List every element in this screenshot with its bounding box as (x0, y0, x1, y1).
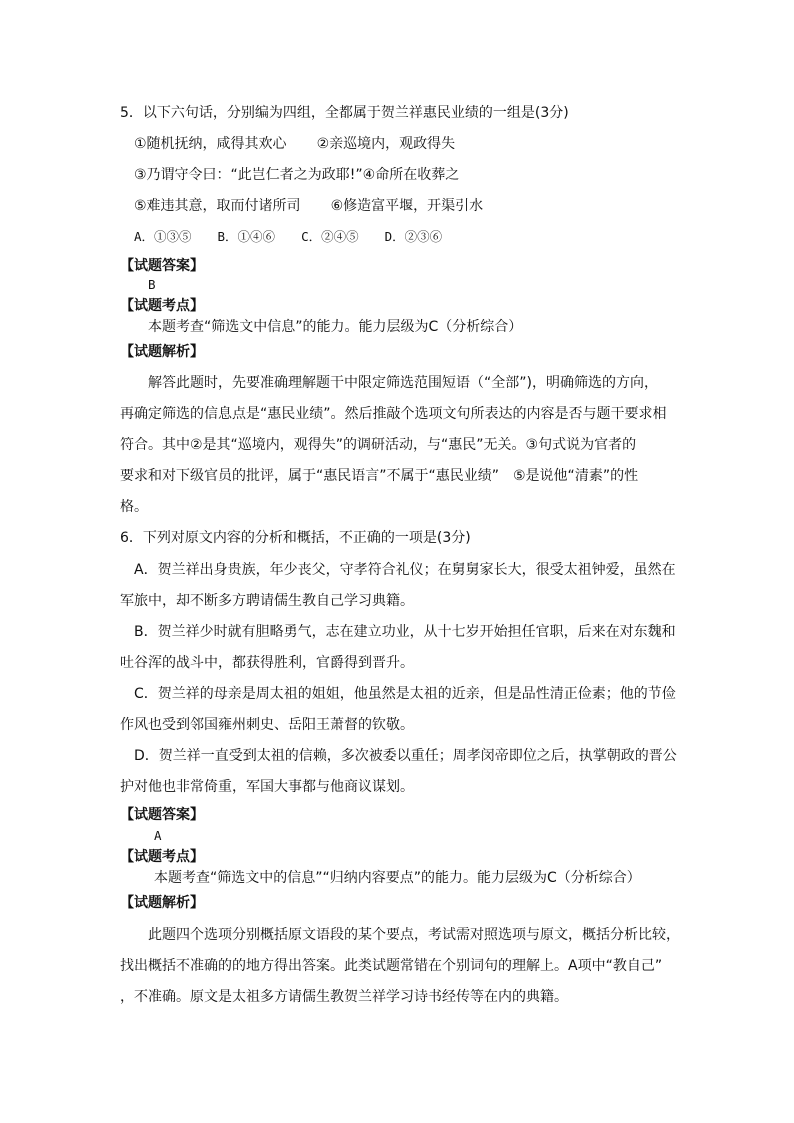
q6-option-b-line: B．贺兰祥少时就有胆略勇气，志在建立功业，从十七岁开始担任官职，后来在对东魏和 (134, 624, 676, 640)
q5-statement-1: ①随机抚纳，咸得其欢心 (134, 136, 287, 152)
q5-analysis-line: 要求和对下级官员的批评，属于“惠民语言”不属于“惠民业绩” ⑤是说他“清素”的性 (120, 468, 639, 484)
q6-analysis-line: ，不准确。原文是太祖多方请儒生教贺兰祥学习诗书经传等在内的典籍。 (120, 989, 568, 1005)
q5-statement-5: ⑤难违其意，取而付诸所司 (134, 198, 301, 214)
q5-option-d: D．②③⑥ (384, 229, 443, 244)
q6-option-c-line: 作风也受到邻国雍州刺史、岳阳王萧督的钦敬。 (120, 717, 414, 733)
q6-point-heading: 【试题考点】 (120, 849, 204, 865)
q6-point: 本题考查“筛选文中的信息”“归纳内容要点”的能力。能力层级为C（分析综合） (154, 870, 641, 886)
q6-answer-heading: 【试题答案】 (120, 807, 204, 823)
q5-stem: 5．以下六句话，分别编为四组，全都属于贺兰祥惠民业绩的一组是(3分) (120, 105, 569, 121)
q5-options (134, 231, 442, 244)
q6-option-d-line: 护对他也非常倚重，军国大事都与他商议谋划。 (120, 779, 414, 795)
q6-option-a-line: A．贺兰祥出身贵族，年少丧父，守孝符合礼仪；在舅舅家长大，很受太祖钟爱，虽然在 (134, 562, 676, 578)
q5-analysis-heading: 【试题解析】 (120, 344, 204, 360)
q5-analysis-line: 符合。其中②是其“巡境内，观得失”的调研活动，与“惠民”无关。③句式说为官者的 (120, 437, 637, 453)
q5-answer: B (148, 277, 156, 292)
q5-choice-row-3 (134, 199, 483, 213)
q6-answer: A (154, 828, 162, 843)
q6-option-d-line: D．贺兰祥一直受到太祖的信赖，多次被委以重任；周孝闵帝即位之后，执掌朝政的晋公 (134, 748, 677, 764)
q5-point-heading: 【试题考点】 (120, 298, 204, 314)
q6-stem: 6．下列对原文内容的分析和概括，不正确的一项是(3分) (120, 530, 471, 546)
q6-analysis-heading: 【试题解析】 (120, 895, 204, 911)
q5-statement-2: ②亲巡境内，观政得失 (316, 136, 456, 152)
q6-analysis-line: 找出概括不准确的的地方得出答案。此类试题常错在个别词句的理解上。A项中“教自己” (120, 958, 663, 974)
q6-option-b-line: 吐谷浑的战斗中，都获得胜利，官爵得到晋升。 (120, 655, 414, 671)
q5-option-a: A．①③⑤ (134, 229, 192, 244)
q5-choice-row-1 (134, 137, 455, 151)
q5-option-b: B．①④⑥ (217, 229, 276, 244)
q5-point: 本题考查“筛选文中信息”的能力。能力层级为C（分析综合） (148, 319, 523, 335)
q5-analysis-line: 解答此题时，先要准确理解题干中限定筛选范围短语（“全部”)，明确筛选的方向， (148, 375, 658, 391)
q5-answer-heading: 【试题答案】 (120, 258, 204, 274)
q6-analysis-line: 此题四个选项分别概括原文语段的某个要点，考试需对照选项与原文，概括分析比较， (148, 927, 680, 943)
q6-option-c-line: C．贺兰祥的母亲是周太祖的姐姐，他虽然是太祖的近亲，但是品性清正俭素；他的节俭 (134, 686, 676, 702)
q5-statement-3-4: ③乃谓守令曰：“此岂仁者之为政耶!”④命所在收葬之 (134, 167, 460, 183)
q5-option-c: C．②④⑤ (301, 229, 359, 244)
q5-statement-6: ⑥修造富平堰，开渠引水 (330, 198, 484, 214)
q5-analysis-line: 格。 (120, 499, 148, 515)
q5-analysis-line: 再确定筛选的信息点是“惠民业绩”。然后推敲个选项文句所表达的内容是否与题干要求相 (120, 406, 667, 422)
q6-option-a-line: 军旅中，却不断多方聘请儒生教自己学习典籍。 (120, 593, 414, 609)
